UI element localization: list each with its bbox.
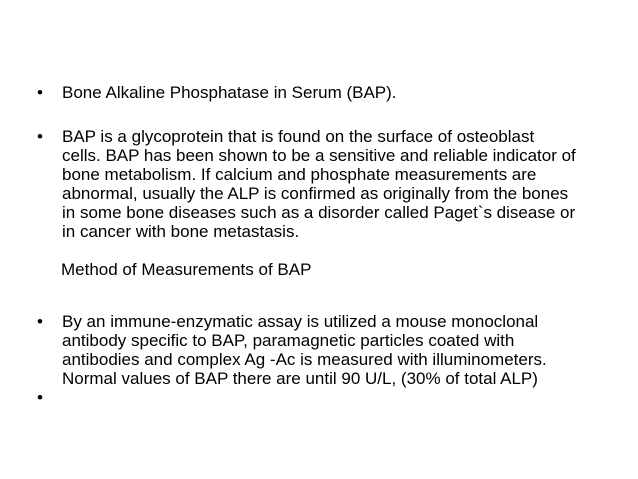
bullet-marker: • [37,127,43,146]
section-subheading: Method of Measurements of BAP [61,260,312,279]
bullet-marker: • [37,388,43,407]
bullet-text: BAP is a glycoprotein that is found on the surface of osteoblast cells. BAP has been shown to be a sensitive and reliable indicator of bone metabolism. If calcium and phosphate measurements are abnormal, usually the ALP is confirmed as originally from the bones in some bone diseases such as a disorder called Paget`s disease or in cancer with bone metastasis. [62,127,576,241]
bullet-text: By an immune-enzymatic assay is utilized a mouse monoclonal antibody specific to BAP, paramagnetic particles coated with antibodies and complex Ag -Ac is measured with illuminometers. Normal values of BAP there are until 90 U/L, (30% of total ALP) [62,312,547,388]
bullet-marker: • [37,83,43,102]
bullet-marker: • [37,312,43,331]
bullet-text: Bone Alkaline Phosphatase in Serum (BAP). [62,83,397,102]
